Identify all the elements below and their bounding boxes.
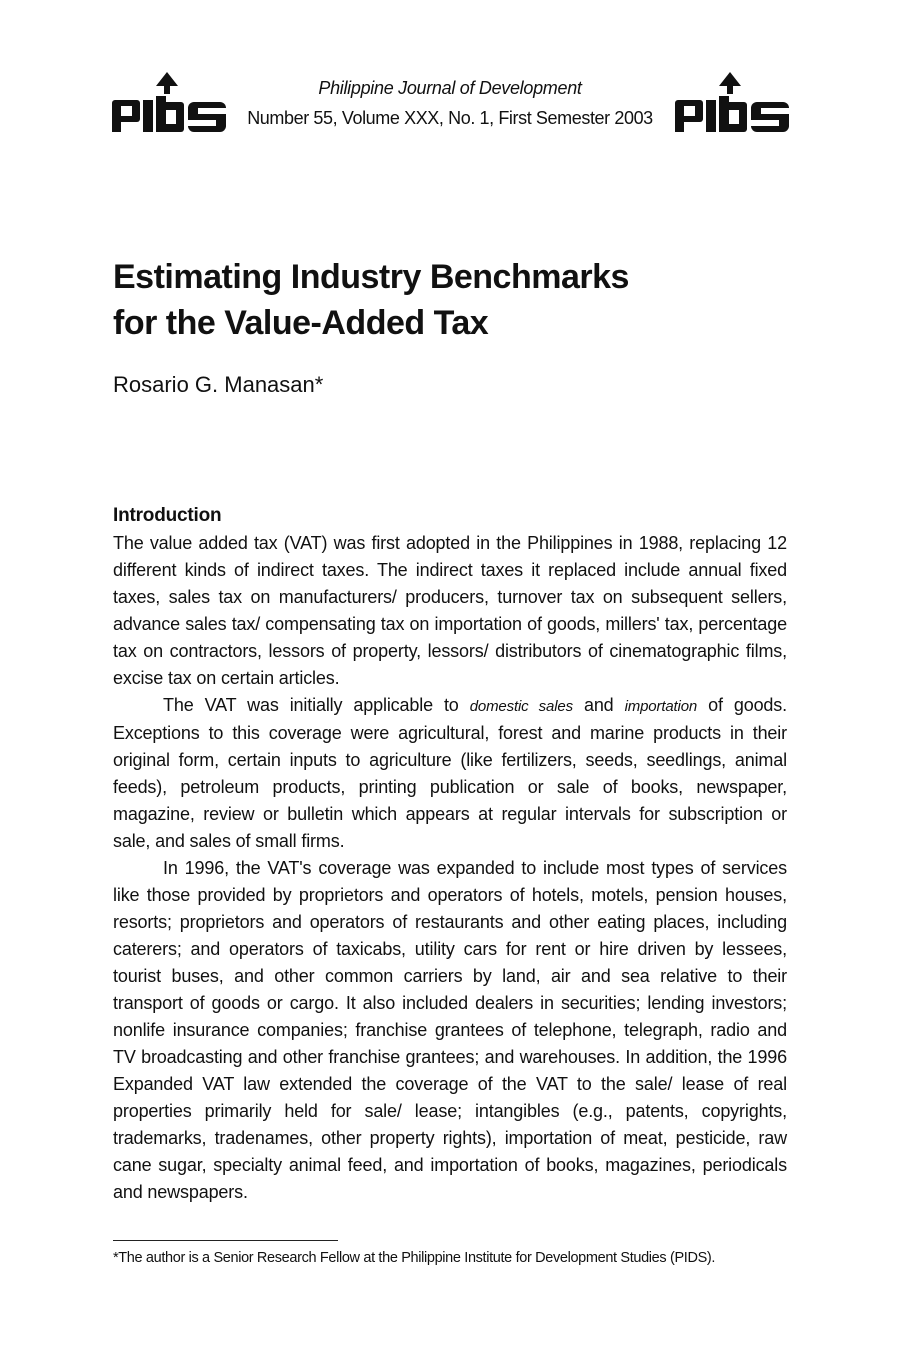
pids-logo-left bbox=[110, 72, 228, 132]
author-footnote: *The author is a Senior Research Fellow at the Philippine Institute for Development Studies (PIDS). bbox=[113, 1250, 716, 1266]
article-title bbox=[113, 254, 793, 346]
journal-title: Philippine Journal of Development bbox=[318, 78, 582, 98]
paragraph-2-start: The VAT was initially applicable to bbox=[163, 695, 470, 715]
emphasis-importation: importation bbox=[624, 698, 698, 715]
paragraph-3: In 1996, the VAT's coverage was expanded to include most types of services like those provided by proprietors and operators of hotels, motels, pension houses, resorts; proprietors and operators of restaurants and other eating places, including caterers; and operators of taxicabs, utility cars for rent or hire driven by lessees, tourist buses, and other common carriers by land, air and sea relative to their transport of goods or cargo. It also included dealers in securities; lending investors; nonlife insurance companies; franchise grantees of telephone, telegraph, radio and TV broadcasting and other franchise grantees; and warehouses. In addition, the 1996 Expanded VAT law extended the coverage of the VAT to the sale/ lease of real properties primarily held for sale/ lease; intangibles (e.g., patents, copyrights, trademarks, tradenames, other property rights), importation of meat, pesticide, raw cane sugar, specialty animal feed, and importation of books, magazines, periodicals and newspapers. bbox=[113, 858, 787, 1202]
footnote-divider bbox=[113, 1240, 338, 1241]
journal-info bbox=[230, 76, 670, 132]
journal-issue-line: Number 55, Volume XXX, No. 1, First Semester 2003 bbox=[247, 108, 653, 128]
pids-logo-icon bbox=[110, 72, 228, 132]
emphasis-domestic-sales: domestic sales bbox=[469, 698, 573, 715]
paragraph-2-end: of goods. Exceptions to this coverage were agricultural, forest and marine products in their original form, certain inputs to agriculture (like fertilizers, seeds, seedlings, animal feeds), petroleum products, printing publication or sale of books, newspaper, magazine, review or bulletin which appears at regular intervals for subscription or sale, and sales of small firms. bbox=[113, 695, 787, 851]
article-title-line1: Estimating Industry Benchmarks bbox=[113, 258, 629, 296]
paragraph-1: The value added tax (VAT) was first adopted in the Philippines in 1988, replacing 12 different kinds of indirect taxes. The indirect taxes it replaced include annual fixed taxes, sales tax on manufacturers/ producers, turnover tax on subsequent sellers, advance sales tax/ compensating tax on importation of goods, millers' tax, percentage tax on contractors, lessors of property, lessors/ distributors of cinematographic films, excise tax on certain articles. bbox=[113, 533, 787, 688]
article-body bbox=[113, 530, 787, 1206]
paragraph-2 bbox=[113, 692, 787, 855]
section-heading-introduction: Introduction bbox=[113, 505, 222, 526]
page-header bbox=[0, 0, 900, 140]
pids-logo-icon bbox=[673, 72, 791, 132]
paragraph-2-mid: and bbox=[572, 695, 625, 715]
pids-logo-right bbox=[673, 72, 791, 132]
article-title-line2: for the Value-Added Tax bbox=[113, 304, 489, 342]
article-author: Rosario G. Manasan* bbox=[113, 372, 324, 397]
